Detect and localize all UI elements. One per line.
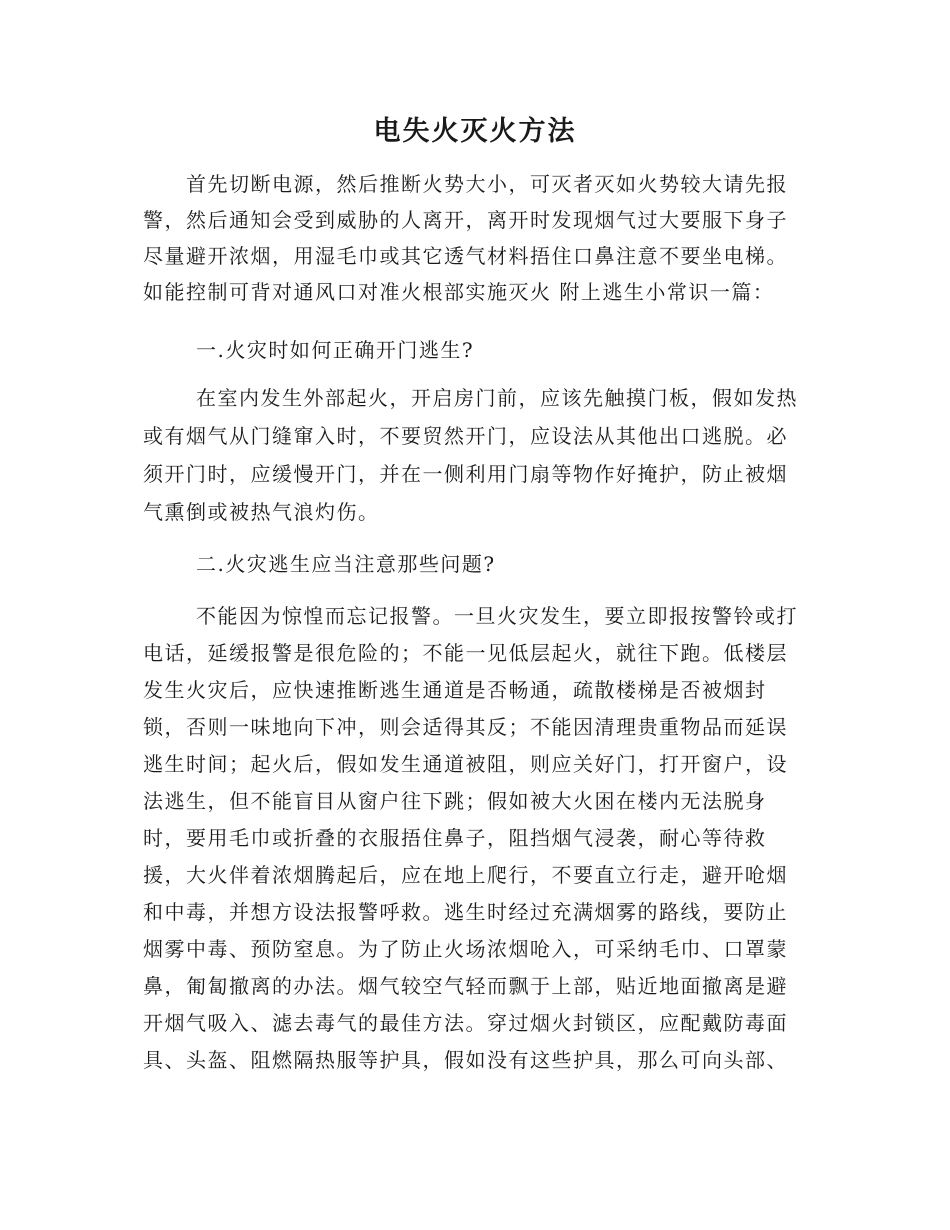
text-line: 发生火灾后，应快速推断逃生通道是否畅通，疏散楼梯是否被烟封 <box>143 678 767 702</box>
text-line: 电话，延缓报警是很危险的；不能一见低层起火，就往下跑。低楼层 <box>143 641 788 665</box>
text-line: 烟雾中毒、预防窒息。为了防止火场浓烟呛入，可采纳毛巾、口罩蒙 <box>143 937 788 961</box>
text-line: 不能因为惊惶而忘记报警。一旦火灾发生，要立即报按警铃或打 <box>196 604 798 628</box>
text-line: 和中毒，并想方设法报警呼救。逃生时经过充满烟雾的路线，要防止 <box>143 900 788 924</box>
text-line: 如能控制可背对通风口对准火根部实施灭火 附上逃生小常识一篇： <box>143 280 775 304</box>
document-title: 电失火灭火方法 <box>373 116 577 147</box>
section-heading: 一.火灾时如何正确开门逃生? <box>196 338 475 362</box>
text-line: 或有烟气从门缝窜入时，不要贸然开门，应设法从其他出口逃脱。必 <box>143 424 788 448</box>
section-heading: 二.火灾逃生应当注意那些问题? <box>196 552 496 576</box>
text-line: 锁，否则一味地向下冲，则会适得其反；不能因清理贵重物品而延误 <box>143 715 788 739</box>
text-line: 具、头盔、阻燃隔热服等护具，假如没有这些护具，那么可向头部、 <box>143 1048 788 1072</box>
text-line: 首先切断电源，然后推断火势大小，可灭者灭如火势较大请先报 <box>186 172 788 196</box>
text-line: 开烟气吸入、滤去毒气的最佳方法。穿过烟火封锁区，应配戴防毒面 <box>143 1011 788 1035</box>
text-line: 法逃生，但不能盲目从窗户往下跳；假如被大火困在楼内无法脱身 <box>143 789 767 813</box>
text-line: 援，大火伴着浓烟腾起后，应在地上爬行，不要直立行走，避开呛烟 <box>143 863 788 887</box>
text-line: 尽量避开浓烟，用湿毛巾或其它透气材料捂住口鼻注意不要坐电梯。 <box>143 244 788 268</box>
text-line: 气熏倒或被热气浪灼伤。 <box>143 500 380 524</box>
text-line: 鼻，匍匐撤离的办法。烟气较空气轻而飘于上部，贴近地面撤离是避 <box>143 974 788 998</box>
text-line: 须开门时，应缓慢开门，并在一侧利用门扇等物作好掩护，防止被烟 <box>143 462 788 486</box>
text-line: 在室内发生外部起火，开启房门前，应该先触摸门板，假如发热 <box>196 386 798 410</box>
text-line: 逃生时间；起火后，假如发生通道被阻，则应关好门，打开窗户，设 <box>143 752 788 776</box>
text-line: 警，然后通知会受到威胁的人离开，离开时发现烟气过大要服下身子 <box>143 208 788 232</box>
text-line: 时，要用毛巾或折叠的衣服捂住鼻子，阻挡烟气浸袭，耐心等待救 <box>143 826 767 850</box>
